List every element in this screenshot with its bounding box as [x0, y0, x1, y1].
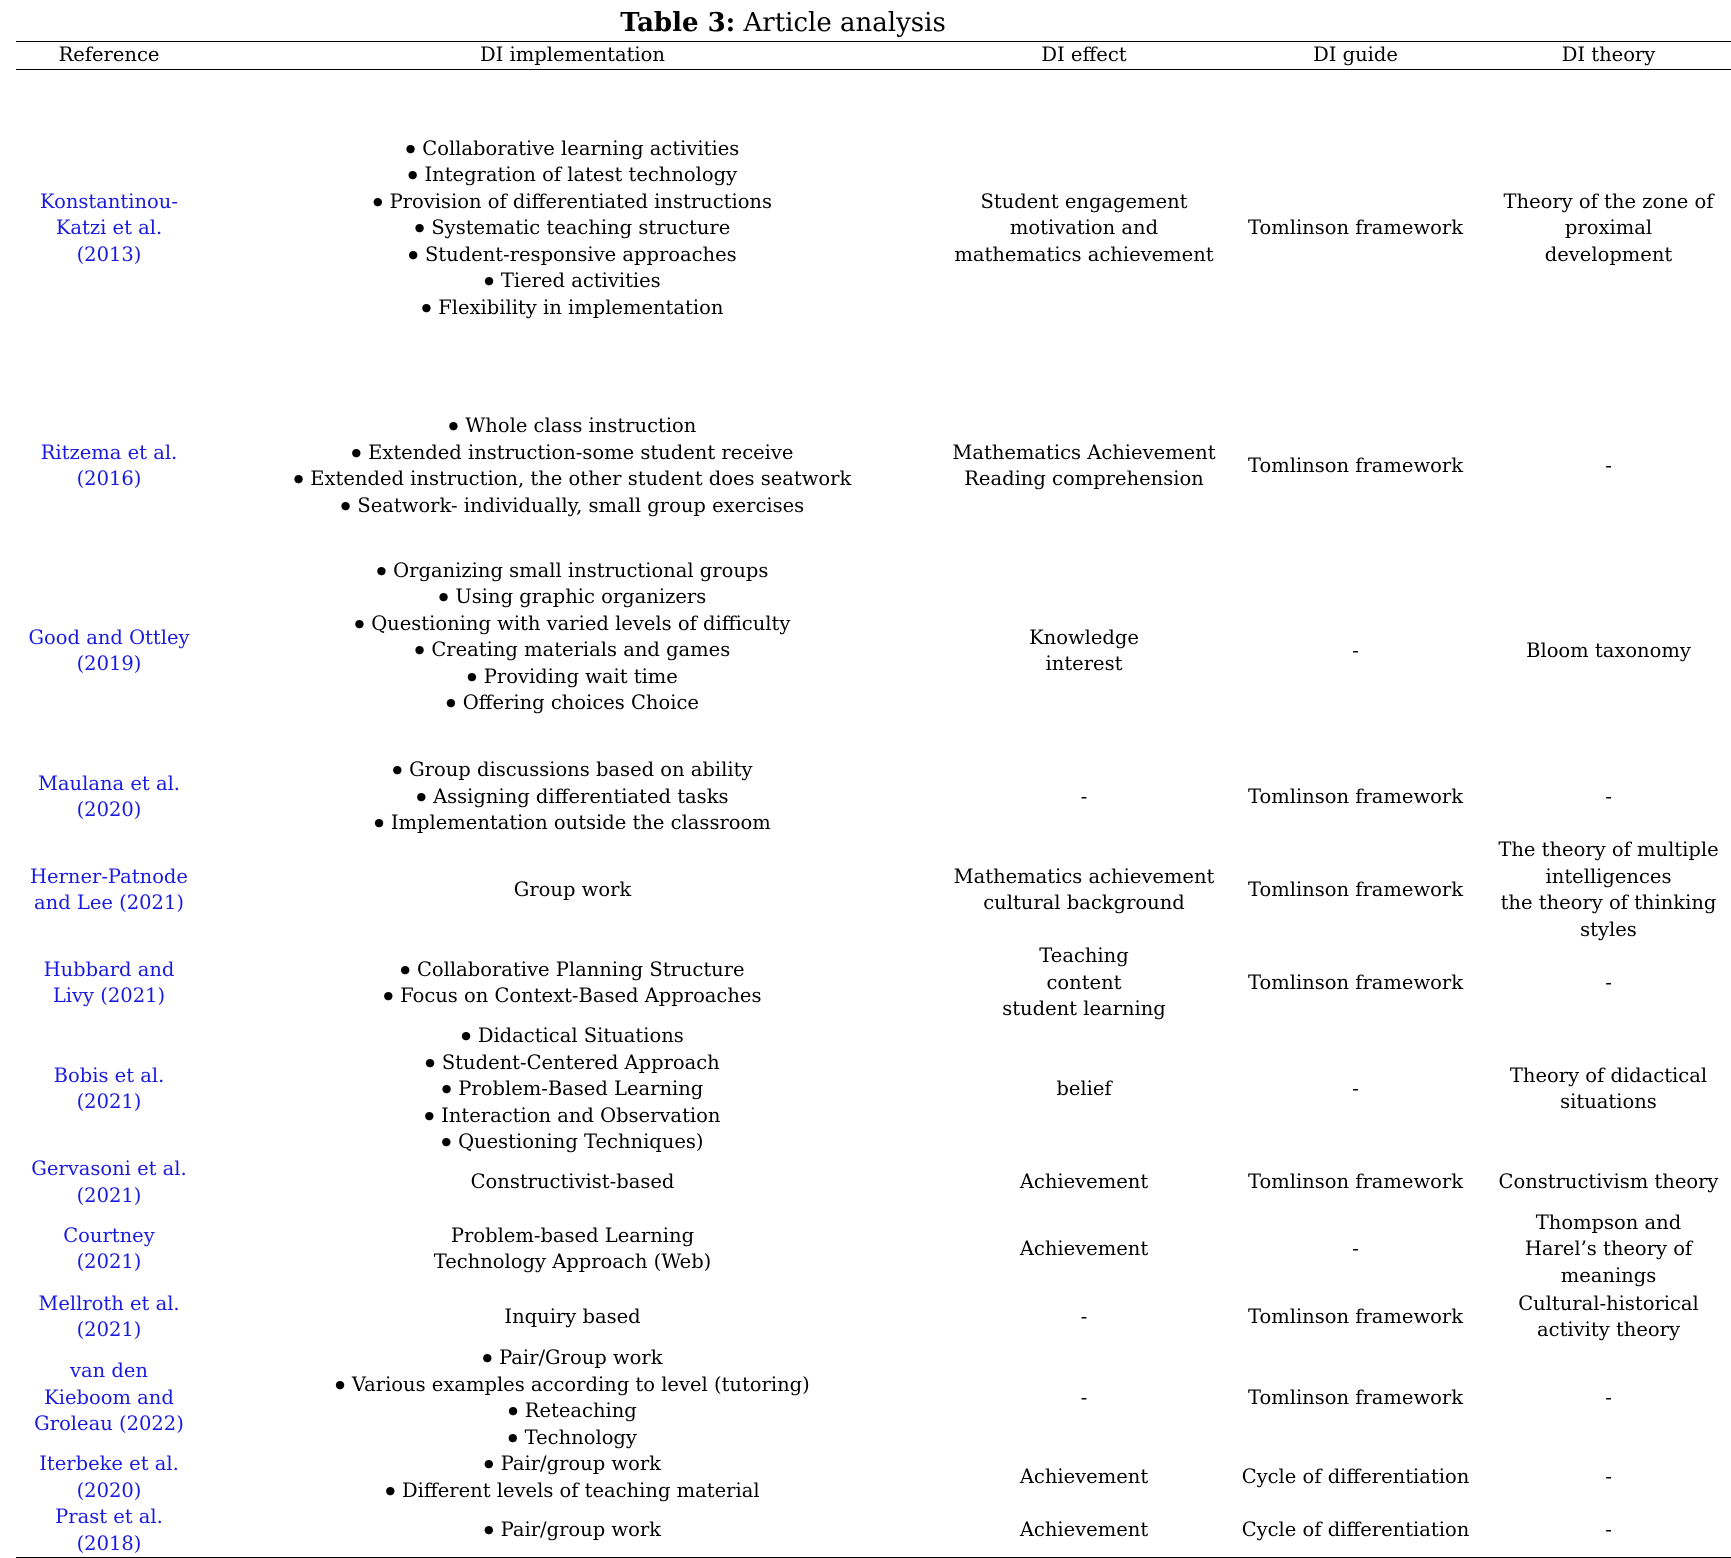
implementation-item: ● Creating materials and games — [202, 637, 943, 664]
reference-cell-text: Mellroth et al. (2021) — [38, 1291, 180, 1341]
implementation-cell — [202, 757, 943, 837]
guide-cell — [1225, 1451, 1486, 1504]
effect-cell-text: Achievement — [1019, 1518, 1149, 1542]
effect-cell-text: - — [1080, 1385, 1088, 1409]
implementation-item: ● Flexibility in implementation — [202, 295, 943, 322]
guide-cell — [1225, 1210, 1486, 1290]
implementation-list — [202, 957, 943, 1010]
theory-cell — [1486, 1451, 1731, 1504]
implementation-item: ● Collaborative Planning Structure — [202, 957, 943, 984]
implementation-cell — [202, 1289, 943, 1345]
implementation-cell — [202, 1210, 943, 1290]
guide-cell-text: Cycle of differentiation — [1241, 1518, 1470, 1542]
guide-cell-text: Tomlinson framework — [1247, 784, 1464, 808]
theory-cell — [1486, 387, 1731, 545]
implementation-item: ● Extended instruction, the other student does seatwork — [202, 466, 943, 493]
effect-cell — [943, 837, 1225, 943]
guide-cell — [1225, 943, 1486, 1023]
reference-cell — [16, 1451, 202, 1504]
effect-cell — [943, 1451, 1225, 1504]
implementation-list — [202, 136, 943, 322]
article-analysis-table — [16, 41, 1731, 1558]
table-row — [16, 1451, 1731, 1504]
theory-cell-text: Constructivism theory — [1498, 1170, 1719, 1194]
effect-cell-text: Achievement — [1019, 1170, 1149, 1194]
implementation-cell — [202, 1023, 943, 1156]
implementation-item: ● Offering choices Choice — [202, 690, 943, 717]
guide-cell-text: - — [1352, 1077, 1359, 1100]
effect-cell-text: Knowledge interest — [1029, 625, 1139, 675]
table-row — [16, 1345, 1731, 1451]
table-row — [16, 943, 1731, 1023]
effect-cell — [943, 1345, 1225, 1451]
implementation-item: ● Group discussions based on ability — [202, 757, 943, 784]
implementation-cell-text: Constructivist-based — [470, 1170, 675, 1194]
table-row — [16, 757, 1731, 837]
theory-cell — [1486, 1504, 1731, 1558]
reference-cell-text: Courtney (2021) — [63, 1223, 155, 1274]
implementation-item: ● Various examples according to level (tutoring) — [202, 1372, 943, 1399]
reference-cell — [16, 545, 202, 757]
implementation-item: ● Different levels of teaching material — [202, 1478, 943, 1505]
implementation-item: ● Didactical Situations — [202, 1023, 943, 1050]
header-reference: Reference — [16, 42, 202, 70]
implementation-item: ● Systematic teaching structure — [202, 215, 943, 242]
guide-cell — [1225, 1156, 1486, 1210]
implementation-cell — [202, 545, 943, 757]
header-di-guide: DI guide — [1225, 42, 1486, 70]
reference-cell-text: Gervasoni et al. (2021) — [31, 1157, 187, 1207]
implementation-cell — [202, 943, 943, 1023]
effect-cell — [943, 1504, 1225, 1558]
implementation-cell — [202, 1345, 943, 1451]
implementation-item: ● Technology — [202, 1425, 943, 1452]
reference-cell-text: van den Kieboom and Groleau (2022) — [34, 1359, 184, 1436]
effect-cell — [943, 757, 1225, 837]
guide-cell — [1225, 757, 1486, 837]
reference-cell — [16, 1345, 202, 1451]
effect-cell-text: Achievement — [1019, 1465, 1149, 1489]
implementation-item: ● Collaborative learning activities — [202, 136, 943, 163]
effect-cell-text: - — [1080, 784, 1088, 808]
theory-cell — [1486, 545, 1731, 757]
table-row — [16, 545, 1731, 757]
theory-cell-text: Bloom taxonomy — [1526, 638, 1691, 662]
guide-cell — [1225, 69, 1486, 387]
theory-cell — [1486, 1156, 1731, 1210]
theory-cell-text: - — [1605, 453, 1612, 477]
effect-cell — [943, 943, 1225, 1023]
guide-cell — [1225, 1023, 1486, 1156]
implementation-cell — [202, 387, 943, 545]
theory-cell — [1486, 69, 1731, 387]
implementation-item: ● Providing wait time — [202, 664, 943, 691]
implementation-list — [202, 558, 943, 717]
header-row — [16, 42, 1731, 70]
implementation-item: ● Pair/Group work — [202, 1345, 943, 1372]
implementation-item: ● Questioning with varied levels of difficulty — [202, 611, 943, 638]
reference-cell — [16, 837, 202, 943]
theory-cell-text: - — [1605, 970, 1612, 994]
table-title: Article analysis — [743, 8, 946, 38]
table-row — [16, 1504, 1731, 1558]
reference-cell-text: Ritzema et al. (2016) — [40, 440, 178, 490]
effect-cell-text: Student engagement motivation and mathematics achievement — [954, 189, 1214, 266]
implementation-list — [202, 757, 943, 837]
implementation-item: ● Whole class instruction — [202, 413, 943, 440]
reference-cell-text: Good and Ottley (2019) — [28, 625, 190, 675]
reference-cell — [16, 943, 202, 1023]
implementation-item: ● Seatwork- individually, small group exercises — [202, 493, 943, 520]
table-row — [16, 387, 1731, 545]
implementation-item: ● Student-responsive approaches — [202, 242, 943, 269]
guide-cell-text: - — [1352, 638, 1359, 662]
effect-cell-text: - — [1080, 1304, 1088, 1328]
guide-cell — [1225, 1345, 1486, 1451]
theory-cell-text: Cultural-historical activity theory — [1518, 1291, 1699, 1341]
effect-cell — [943, 69, 1225, 387]
table-caption — [0, 6, 1566, 40]
implementation-item: ● Tiered activities — [202, 268, 943, 295]
guide-cell-text: Tomlinson framework — [1247, 1304, 1464, 1328]
effect-cell — [943, 1289, 1225, 1345]
theory-cell-text: Theory of didactical situations — [1509, 1063, 1708, 1114]
header-di-implementation: DI implementation — [202, 42, 943, 70]
reference-cell-text: Bobis et al. (2021) — [53, 1063, 165, 1114]
theory-cell-text: The theory of multiple intelligences the theory of thinking styles — [1498, 838, 1719, 941]
table-row — [16, 69, 1731, 387]
theory-cell-text: - — [1605, 784, 1612, 808]
theory-cell — [1486, 1023, 1731, 1156]
reference-cell — [16, 1504, 202, 1558]
implementation-item: ● Pair/group work — [202, 1517, 943, 1544]
reference-cell-text: Hubbard and Livy (2021) — [43, 957, 175, 1007]
implementation-list — [202, 1517, 943, 1544]
implementation-cell — [202, 1156, 943, 1210]
theory-cell — [1486, 757, 1731, 837]
reference-cell — [16, 757, 202, 837]
guide-cell-text: Tomlinson framework — [1247, 877, 1464, 901]
effect-cell — [943, 1023, 1225, 1156]
implementation-list — [202, 413, 943, 519]
guide-cell-text: Cycle of differentiation — [1241, 1465, 1470, 1489]
implementation-item: ● Assigning differentiated tasks — [202, 784, 943, 811]
implementation-list — [202, 1451, 943, 1504]
implementation-item: ● Organizing small instructional groups — [202, 558, 943, 585]
reference-cell — [16, 1289, 202, 1345]
guide-cell — [1225, 1289, 1486, 1345]
implementation-item: ● Provision of differentiated instructions — [202, 189, 943, 216]
implementation-item: ● Integration of latest technology — [202, 162, 943, 189]
reference-cell-text: Herner-Patnode and Lee (2021) — [30, 864, 188, 914]
reference-cell — [16, 69, 202, 387]
guide-cell-text: Tomlinson framework — [1247, 970, 1464, 994]
theory-cell-text: Thompson and Harel’s theory of meanings — [1524, 1210, 1693, 1287]
header-di-effect: DI effect — [943, 42, 1225, 70]
guide-cell-text: Tomlinson framework — [1247, 453, 1464, 477]
table-row — [16, 1210, 1731, 1290]
effect-cell-text: Mathematics Achievement Reading comprehension — [952, 440, 1216, 490]
effect-cell — [943, 1210, 1225, 1290]
implementation-cell-text: Group work — [513, 877, 632, 901]
implementation-item: ● Problem-Based Learning — [202, 1076, 943, 1103]
theory-cell — [1486, 1289, 1731, 1345]
reference-cell-text: Maulana et al. (2020) — [37, 771, 181, 821]
effect-cell-text: belief — [1056, 1077, 1112, 1100]
implementation-cell — [202, 1451, 943, 1504]
theory-cell-text: - — [1605, 1518, 1612, 1542]
guide-cell — [1225, 1504, 1486, 1558]
guide-cell — [1225, 545, 1486, 757]
table-row — [16, 1156, 1731, 1210]
reference-cell-text: Prast et al. (2018) — [55, 1505, 163, 1555]
effect-cell — [943, 387, 1225, 545]
theory-cell-text: - — [1605, 1385, 1612, 1409]
theory-cell-text: Theory of the zone of proximal development — [1503, 189, 1714, 266]
theory-cell — [1486, 943, 1731, 1023]
implementation-list — [202, 1023, 943, 1156]
implementation-cell — [202, 69, 943, 387]
implementation-cell-text: Inquiry based — [504, 1304, 641, 1328]
implementation-cell — [202, 1504, 943, 1558]
reference-cell — [16, 1210, 202, 1290]
implementation-item: ● Implementation outside the classroom — [202, 810, 943, 837]
header-di-theory: DI theory — [1486, 42, 1731, 70]
implementation-item: ● Pair/group work — [202, 1451, 943, 1478]
implementation-cell-text: Problem-based Learning Technology Approach (Web) — [433, 1223, 712, 1274]
effect-cell-text: Mathematics achievement cultural background — [953, 864, 1215, 914]
reference-cell — [16, 1156, 202, 1210]
effect-cell — [943, 1156, 1225, 1210]
reference-cell — [16, 1023, 202, 1156]
implementation-item: ● Student-Centered Approach — [202, 1050, 943, 1077]
effect-cell — [943, 545, 1225, 757]
table-row — [16, 1023, 1731, 1156]
implementation-item: ● Using graphic organizers — [202, 584, 943, 611]
implementation-item: ● Focus on Context-Based Approaches — [202, 983, 943, 1010]
table-body — [16, 69, 1731, 1558]
effect-cell-text: Teaching content student learning — [1002, 944, 1166, 1021]
theory-cell — [1486, 1210, 1731, 1290]
reference-cell-text: Konstantinou- Katzi et al. (2013) — [40, 189, 178, 266]
effect-cell-text: Achievement — [1019, 1237, 1149, 1260]
reference-cell-text: Iterbeke et al. (2020) — [39, 1452, 179, 1502]
guide-cell — [1225, 387, 1486, 545]
guide-cell-text: Tomlinson framework — [1247, 1385, 1464, 1409]
reference-cell — [16, 387, 202, 545]
implementation-item: ● Reteaching — [202, 1398, 943, 1425]
table-row — [16, 837, 1731, 943]
guide-cell-text: Tomlinson framework — [1247, 1170, 1464, 1194]
theory-cell-text: - — [1605, 1465, 1612, 1489]
theory-cell — [1486, 1345, 1731, 1451]
implementation-item: ● Extended instruction-some student receive — [202, 440, 943, 467]
table-row — [16, 1289, 1731, 1345]
implementation-list — [202, 1345, 943, 1451]
table-label: Table 3: — [620, 8, 736, 38]
implementation-item: ● Interaction and Observation — [202, 1103, 943, 1130]
guide-cell — [1225, 837, 1486, 943]
guide-cell-text: - — [1352, 1237, 1359, 1260]
guide-cell-text: Tomlinson framework — [1247, 216, 1464, 239]
implementation-item: ● Questioning Techniques) — [202, 1129, 943, 1156]
theory-cell — [1486, 837, 1731, 943]
implementation-cell — [202, 837, 943, 943]
